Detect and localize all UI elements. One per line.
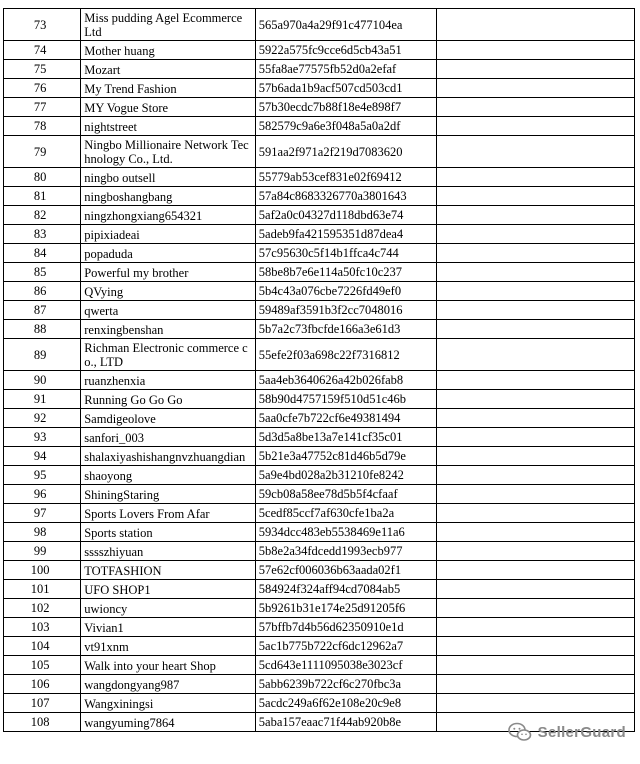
- store-name-cell: MY Vogue Store: [81, 98, 256, 117]
- empty-cell: [437, 41, 635, 60]
- store-id-cell: 5b21e3a47752c81d46b5d79e: [255, 447, 437, 466]
- empty-cell: [437, 98, 635, 117]
- store-id-cell: 5aba157eaac71f44ab920b8e: [255, 713, 437, 732]
- empty-cell: [437, 447, 635, 466]
- table-row: [4, 320, 635, 339]
- store-id-cell: 5adeb9fa421595351d87dea4: [255, 225, 437, 244]
- empty-cell: [437, 117, 635, 136]
- empty-cell: [437, 282, 635, 301]
- table-row: [4, 580, 635, 599]
- store-id-cell: 5af2a0c04327d118dbd63e74: [255, 206, 437, 225]
- empty-cell: [437, 694, 635, 713]
- store-name-cell: Sports Lovers From Afar: [81, 504, 256, 523]
- empty-cell: [437, 675, 635, 694]
- empty-cell: [437, 637, 635, 656]
- table-row: [4, 485, 635, 504]
- empty-cell: [437, 339, 635, 371]
- store-id-cell: 5b4c43a076cbe7226fd49ef0: [255, 282, 437, 301]
- store-name-cell: nightstreet: [81, 117, 256, 136]
- store-name-cell: wangdongyang987: [81, 675, 256, 694]
- table-row: [4, 9, 635, 41]
- table-row: [4, 599, 635, 618]
- table-row: [4, 390, 635, 409]
- store-name-cell: vt91xnm: [81, 637, 256, 656]
- table-row: [4, 561, 635, 580]
- empty-cell: [437, 428, 635, 447]
- store-id-cell: 55fa8ae77575fb52d0a2efaf: [255, 60, 437, 79]
- store-name-cell: wangyuming7864: [81, 713, 256, 732]
- table-row: [4, 428, 635, 447]
- store-id-cell: 582579c9a6e3f048a5a0a2df: [255, 117, 437, 136]
- empty-cell: [437, 409, 635, 428]
- empty-cell: [437, 60, 635, 79]
- store-id-cell: 57bffb7d4b56d62350910e1d: [255, 618, 437, 637]
- table-row: [4, 41, 635, 60]
- table-row: [4, 244, 635, 263]
- store-id-cell: 565a970a4a29f91c477104ea: [255, 9, 437, 41]
- store-name-cell: pipixiadeai: [81, 225, 256, 244]
- store-id-cell: 5b8e2a34fdcedd1993ecb977: [255, 542, 437, 561]
- row-number-cell: 88: [4, 320, 81, 339]
- table-row: [4, 618, 635, 637]
- empty-cell: [437, 187, 635, 206]
- table-row: [4, 371, 635, 390]
- store-id-cell: 5cedf85ccf7af630cfe1ba2a: [255, 504, 437, 523]
- store-name-cell: ningbo outsell: [81, 168, 256, 187]
- store-name-cell: Mother huang: [81, 41, 256, 60]
- table-row: [4, 187, 635, 206]
- store-name-cell: Walk into your heart Shop: [81, 656, 256, 675]
- table-row: [4, 60, 635, 79]
- table-row: [4, 523, 635, 542]
- store-name-cell: QVying: [81, 282, 256, 301]
- row-number-cell: 91: [4, 390, 81, 409]
- store-id-cell: 59489af3591b3f2cc7048016: [255, 301, 437, 320]
- table-row: [4, 225, 635, 244]
- row-number-cell: 105: [4, 656, 81, 675]
- store-name-cell: ningboshangbang: [81, 187, 256, 206]
- empty-cell: [437, 504, 635, 523]
- table-body: [4, 9, 635, 732]
- table-row: [4, 675, 635, 694]
- empty-cell: [437, 599, 635, 618]
- store-name-cell: qwerta: [81, 301, 256, 320]
- empty-cell: [437, 206, 635, 225]
- row-number-cell: 96: [4, 485, 81, 504]
- table-row: [4, 136, 635, 168]
- table-row: [4, 466, 635, 485]
- store-id-cell: 591aa2f971a2f219d7083620: [255, 136, 437, 168]
- store-id-cell: 59cb08a58ee78d5b5f4cfaaf: [255, 485, 437, 504]
- row-number-cell: 73: [4, 9, 81, 41]
- empty-cell: [437, 523, 635, 542]
- empty-cell: [437, 79, 635, 98]
- store-id-cell: 5d3d5a8be13a7e141cf35c01: [255, 428, 437, 447]
- row-number-cell: 83: [4, 225, 81, 244]
- row-number-cell: 92: [4, 409, 81, 428]
- row-number-cell: 93: [4, 428, 81, 447]
- store-id-cell: 57b30ecdc7b88f18e4e898f7: [255, 98, 437, 117]
- row-number-cell: 108: [4, 713, 81, 732]
- table-row: [4, 168, 635, 187]
- table-row: [4, 542, 635, 561]
- store-id-cell: 57c95630c5f14b1ffca4c744: [255, 244, 437, 263]
- row-number-cell: 74: [4, 41, 81, 60]
- store-id-cell: 57b6ada1b9acf507cd503cd1: [255, 79, 437, 98]
- store-id-cell: 5abb6239b722cf6c270fbc3a: [255, 675, 437, 694]
- watermark: [508, 722, 626, 742]
- store-name-cell: shalaxiyashishangnvzhuangdian: [81, 447, 256, 466]
- store-name-cell: ningzhongxiang654321: [81, 206, 256, 225]
- row-number-cell: 107: [4, 694, 81, 713]
- store-name-cell: Wangxiningsi: [81, 694, 256, 713]
- row-number-cell: 104: [4, 637, 81, 656]
- table-row: [4, 409, 635, 428]
- table-row: [4, 79, 635, 98]
- store-name-cell: Running Go Go Go: [81, 390, 256, 409]
- store-id-cell: 58be8b7e6e114a50fc10c237: [255, 263, 437, 282]
- store-id-cell: 5922a575fc9cce6d5cb43a51: [255, 41, 437, 60]
- row-number-cell: 106: [4, 675, 81, 694]
- table-row: [4, 206, 635, 225]
- row-number-cell: 101: [4, 580, 81, 599]
- empty-cell: [437, 168, 635, 187]
- store-name-cell: Richman Electronic commerce co., LTD: [81, 339, 256, 371]
- row-number-cell: 75: [4, 60, 81, 79]
- row-number-cell: 89: [4, 339, 81, 371]
- store-name-cell: sanfori_003: [81, 428, 256, 447]
- empty-cell: [437, 371, 635, 390]
- row-number-cell: 94: [4, 447, 81, 466]
- store-name-cell: TOTFASHION: [81, 561, 256, 580]
- row-number-cell: 100: [4, 561, 81, 580]
- store-id-cell: 5acdc249a6f62e108e20c9e8: [255, 694, 437, 713]
- empty-cell: [437, 390, 635, 409]
- store-id-cell: 58b90d4757159f510d51c46b: [255, 390, 437, 409]
- store-id-cell: 5ac1b775b722cf6dc12962a7: [255, 637, 437, 656]
- store-name-cell: Miss pudding Agel Ecommerce Ltd: [81, 9, 256, 41]
- store-name-cell: renxingbenshan: [81, 320, 256, 339]
- store-id-cell: 5aa4eb3640626a42b026fab8: [255, 371, 437, 390]
- table-row: [4, 301, 635, 320]
- row-number-cell: 87: [4, 301, 81, 320]
- empty-cell: [437, 466, 635, 485]
- row-number-cell: 76: [4, 79, 81, 98]
- store-name-cell: Sports station: [81, 523, 256, 542]
- store-id-cell: 584924f324aff94cd7084ab5: [255, 580, 437, 599]
- watermark-text: SellerGuard: [537, 723, 626, 741]
- store-name-cell: Samdigeolove: [81, 409, 256, 428]
- store-name-cell: Vivian1: [81, 618, 256, 637]
- store-name-cell: ruanzhenxia: [81, 371, 256, 390]
- empty-cell: [437, 136, 635, 168]
- table-row: [4, 656, 635, 675]
- store-id-cell: 55efe2f03a698c22f7316812: [255, 339, 437, 371]
- empty-cell: [437, 580, 635, 599]
- row-number-cell: 98: [4, 523, 81, 542]
- wechat-icon: [508, 722, 532, 742]
- store-id-cell: 5b9261b31e174e25d91205f6: [255, 599, 437, 618]
- store-name-cell: Ningbo Millionaire Network Technology Co., Ltd.: [81, 136, 256, 168]
- store-name-cell: Mozart: [81, 60, 256, 79]
- table-row: [4, 447, 635, 466]
- store-id-cell: 5aa0cfe7b722cf6e49381494: [255, 409, 437, 428]
- store-name-cell: popaduda: [81, 244, 256, 263]
- store-id-cell: 57a84c8683326770a3801643: [255, 187, 437, 206]
- row-number-cell: 79: [4, 136, 81, 168]
- row-number-cell: 81: [4, 187, 81, 206]
- row-number-cell: 77: [4, 98, 81, 117]
- row-number-cell: 84: [4, 244, 81, 263]
- row-number-cell: 90: [4, 371, 81, 390]
- table-row: [4, 694, 635, 713]
- store-id-cell: 5cd643e1111095038e3023cf: [255, 656, 437, 675]
- store-id-cell: 5b7a2c73fbcfde166a3e61d3: [255, 320, 437, 339]
- empty-cell: [437, 244, 635, 263]
- store-id-cell: 55779ab53cef831e02f69412: [255, 168, 437, 187]
- empty-cell: [437, 320, 635, 339]
- row-number-cell: 86: [4, 282, 81, 301]
- empty-cell: [437, 263, 635, 282]
- store-name-cell: shaoyong: [81, 466, 256, 485]
- table-row: [4, 339, 635, 371]
- row-number-cell: 102: [4, 599, 81, 618]
- row-number-cell: 85: [4, 263, 81, 282]
- empty-cell: [437, 656, 635, 675]
- empty-cell: [437, 485, 635, 504]
- table-row: [4, 504, 635, 523]
- table-row: [4, 282, 635, 301]
- store-name-cell: My Trend Fashion: [81, 79, 256, 98]
- row-number-cell: 78: [4, 117, 81, 136]
- empty-cell: [437, 301, 635, 320]
- table-row: [4, 637, 635, 656]
- row-number-cell: 82: [4, 206, 81, 225]
- store-name-cell: ShiningStaring: [81, 485, 256, 504]
- table-row: [4, 117, 635, 136]
- empty-cell: [437, 225, 635, 244]
- store-id-cell: 57e62cf006036b63aada02f1: [255, 561, 437, 580]
- store-id-cell: 5a9e4bd028a2b31210fe8242: [255, 466, 437, 485]
- store-id-cell: 5934dcc483eb5538469e11a6: [255, 523, 437, 542]
- store-name-cell: sssszhiyuan: [81, 542, 256, 561]
- empty-cell: [437, 618, 635, 637]
- store-name-cell: Powerful my brother: [81, 263, 256, 282]
- seller-table: [3, 8, 635, 732]
- empty-cell: [437, 9, 635, 41]
- store-name-cell: UFO SHOP1: [81, 580, 256, 599]
- table-row: [4, 263, 635, 282]
- row-number-cell: 103: [4, 618, 81, 637]
- store-name-cell: uwioncy: [81, 599, 256, 618]
- row-number-cell: 99: [4, 542, 81, 561]
- row-number-cell: 95: [4, 466, 81, 485]
- row-number-cell: 80: [4, 168, 81, 187]
- row-number-cell: 97: [4, 504, 81, 523]
- table-row: [4, 98, 635, 117]
- empty-cell: [437, 561, 635, 580]
- empty-cell: [437, 542, 635, 561]
